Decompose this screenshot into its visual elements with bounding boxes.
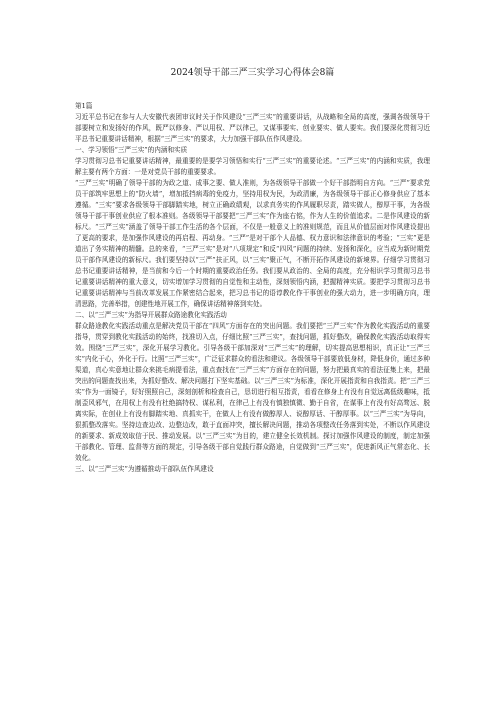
document-title: 2024领导干部三严三实学习心得体会8篇 <box>170 68 335 78</box>
intro-paragraph: 习近平总书记在参与人大安徽代表团审议时关于作风建设“三严三实”的重要讲话，从战略和全局的高度，强调各级领导干部要树立和发扬好的作风，既严以修身、严以用权、严以律己，又谋事要实、创业要实、做人要实。我们要深化贯彻习近平总书记重要讲话精神，根据“三严三实”的要求，大力加强干部队伍作风建设。 <box>75 113 430 143</box>
paragraph-2: 群众路途教化实践活动重点是解决党员干部在“四风”方面存在的突出问题。我们要把“三严三实”作为教化实践活动的重要指导，贯穿到教化实践活动的始终，找准切入点，仔细比照“三严三实”，查找问题，抓好整改，确保教化实践活动取得实效。围绕“三严三实”，深化开展学习教化。引导各级干部加深对“三严三实”的理解，切实提高思想相识，真正让“三严三实”内化于心，外化于行。比照“三严三实”，广泛征求群众的看法和建议。各级领导干部要放低身材，降低身价，通过多种渠道，真心实意地让群众来挑毛病提看法，重点查找在“三严三实”方面存在的问题，努力把最真实的看法征集上来，把最突出的问题查找出来，为抓好整改、解决问题打下坚实基础。以“三严三实”为标准，深化开展指责和自我指责。把“三严三实”作为一面镜子，好好照照自己，深刻剖析和检查自己，恳切进行相互指责，看看在修身上有没有自觉远离低级趣味，抵制歪风邪气，在用权上有没有杜绝搞特权、谋私利，在律己上有没有慎独慎微、勤于自省，在谋事上有没有好高骛远、脱离实际，在创业上有没有脚踏实地、真抓实干，在做人上有没有做醇厚人、说醇厚话、干醇厚事。以“三严三实”为导向，狠抓整改落实。坚持边查边改、边整边改，敢于直面冲突，擅长解决问题，推动各项整改任务落到实处，不断以作风建设的新要求、新成效取信于民、推动发展。以“三严三实”为目的，建立健全长效机制。探讨加强作风建设的制度，制定加强干部教化、管理、监督等方面的规定，引导各级干部自觉践行群众路途，自觉做到“三严三实”，促进新风正气常态化、长效化。 <box>75 322 430 462</box>
paragraph-1b: “三严三实”明确了领导干部的为政之道、成事之要、做人准则，为各级领导干部做一个好干部指明自方向。“三严”要求党员干部筑牢思想上的“防火墙”，增加抵挡病毒的免疫力，坚持用权为民，为政清廉，为各级领导干部正心修身供应了基本遵循。“三实”要求各级领导干部脚踏实地，树立正确政绩观，以求真务实的作风履职尽责，踏实做人，醇厚干事，为各级领导干部干事创业供应了根本准则。各级领导干部要把“三严三实”作为座右铭，作为人生的价值追求。二是作风建设的新标尺。“三严三实”涵盖了领导干部工作生活的各个层面，不仅是一般意义上的准则规范，而且从价值层面对作风建设提出了更高的要求，是加强作风建设的再启程、再动身。“三严”是对干部个人品德、权力意识和法律意识的考验；“三实”更是道出了务实精神的精髓。总的来看，“三严三实”是对“八项规定”和反“四风”问题的持续、发扬和深化，应当成为新时期党员干部作风建设的新标尺。我们要坚持以“三严”扶正风，以“三实”聚正气，不断开拓作风建设的新境界。仔细学习贯彻习总书记重要讲话精神，是当前和今后一个时期的重要政治任务。我们要从政治的、全局的高度，充分相识学习贯彻习总书记重要讲话精神的重大意义，切实增加学习贯彻的自觉性和主动性，深刻领悟内涵，把握精神实质。要把学习贯彻习总书记重要讲话精神与当前改革发展工作紧密结合起来，把习总书记的语谆教化作干事创业的强大动力，进一步明确方向，理清思路，完善举措，创建性地开展工作，确保讲话精神落到实处。 <box>75 179 430 308</box>
heading-3: 三、以“三严三实”为遵循推动干部队伍作风建设 <box>75 465 214 473</box>
heading-1: 一、学习领悟“三严三实”的内涵和实质 <box>75 146 188 154</box>
document-page <box>75 67 430 475</box>
section-label: 第1篇 <box>75 102 93 110</box>
heading-2: 二、以“三严三实”为指导开展群众路途教化实践活动 <box>75 311 227 319</box>
paragraph-1a: 学习贯彻习总书记重要讲话精神，最重要的是要学习领悟和实行“三严三实”的重要论述。“三严三实”的内涵和实质，我理解主要有两个方面：一是对党员干部的重要要求。 <box>75 157 430 176</box>
